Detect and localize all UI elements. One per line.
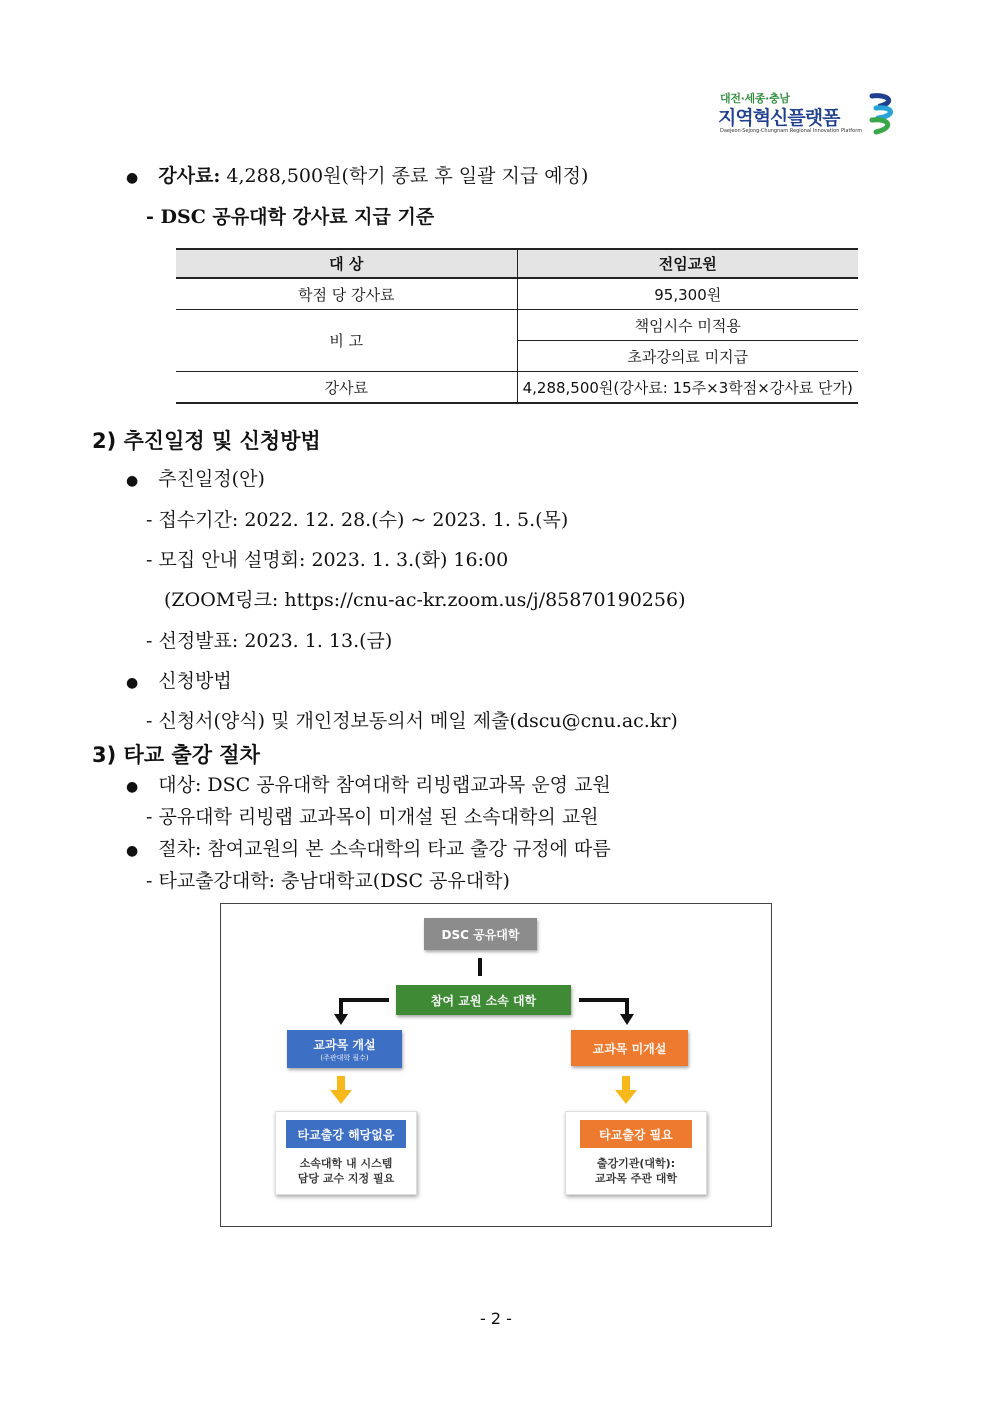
- apply-bullet: [126, 669, 232, 695]
- bullet-icon: ●: [126, 779, 139, 795]
- apply-line: - 신청서(양식) 및 개인정보동의서 메일 제출(dscu@cnu.ac.kr): [146, 710, 678, 732]
- card-title: 타교출강 필요: [599, 1127, 673, 1142]
- no-external-lecture-card: [275, 1111, 417, 1195]
- fee-text: 4,288,500원(학기 종료 후 일괄 지급 예정): [226, 165, 589, 187]
- procedure-flow-diagram: [220, 903, 772, 1227]
- procedure-bullet-text: 절차: 참여교원의 본 소속대학의 타교 출강 규정에 따름: [158, 838, 611, 860]
- target-bullet: [126, 773, 611, 799]
- schedule-line: - 선정발표: 2023. 1. 13.(금): [146, 630, 393, 652]
- page-number: - 2 -: [480, 1309, 512, 1328]
- box-label: 교과목 미개설: [592, 1041, 667, 1056]
- procedure-line: - 타교출강대학: 충남대학교(DSC 공유대학): [146, 870, 510, 892]
- section3-heading: 3) 타교 출강 절차: [92, 743, 260, 767]
- external-lecture-card: [565, 1111, 707, 1195]
- table-header-row: [176, 249, 858, 278]
- schedule-bullet-text: 추진일정(안): [158, 468, 265, 490]
- dsc-university-box: [424, 918, 537, 950]
- table-cell: 4,288,500원(강사료: 15주×3학점×강사료 단가): [517, 372, 858, 404]
- logo-mark-icon: [866, 92, 900, 136]
- box-label: 교과목 개설: [313, 1037, 376, 1052]
- target-line: - 공유대학 리빙랩 교과목이 미개설 된 소속대학의 교원: [146, 806, 599, 828]
- participating-university-box: [396, 985, 571, 1015]
- table-header-cell: 대 상: [176, 249, 517, 278]
- box-sublabel: (주관대학 필수): [320, 1053, 369, 1062]
- card-line: 담당 교수 지정 필요: [297, 1172, 395, 1185]
- fee-sub-heading: - DSC 공유대학 강사료 지급 기준: [146, 206, 435, 228]
- card-title-box: [286, 1120, 406, 1148]
- logo-region: 대전·세종·충남: [720, 92, 790, 105]
- card-title-box: [580, 1120, 692, 1148]
- bullet-icon: ●: [126, 473, 139, 489]
- table-cell: 책임시수 미적용: [517, 310, 858, 341]
- target-bullet-text: 대상: DSC 공유대학 참여대학 리빙랩교과목 운영 교원: [158, 774, 611, 796]
- fee-label: 강사료:: [158, 165, 221, 187]
- card-line: 출강기관(대학):: [596, 1157, 676, 1170]
- logo-name: 지역혁신플랫폼: [718, 107, 840, 129]
- table-header-cell: 전임교원: [517, 249, 858, 278]
- table-cell: 초과강의료 미지급: [517, 341, 858, 372]
- schedule-line: - 접수기간: 2022. 12. 28.(수) ~ 2023. 1. 5.(목): [146, 509, 569, 531]
- zoom-link[interactable]: (ZOOM링크: https://cnu-ac-kr.zoom.us/j/85870190256): [164, 589, 686, 611]
- course-not-opened-box: [571, 1030, 688, 1066]
- table-row: [176, 310, 858, 341]
- card-title: 타교출강 해당없음: [297, 1127, 395, 1142]
- course-opened-box: [287, 1030, 402, 1068]
- table-cell: 학점 당 강사료: [176, 278, 517, 310]
- schedule-bullet: [126, 467, 265, 493]
- procedure-bullet: [126, 837, 611, 863]
- bullet-icon: ●: [126, 843, 139, 859]
- table-row: [176, 372, 858, 404]
- card-line: 교과목 주관 대학: [594, 1172, 678, 1185]
- bullet-icon: ●: [126, 675, 139, 691]
- apply-bullet-text: 신청방법: [158, 670, 232, 692]
- box-label: DSC 공유대학: [441, 927, 520, 942]
- table-cell: 95,300원: [517, 278, 858, 310]
- logo-subtitle: Daejeon·Sejong·Chungnam Regional Innovation Platform: [720, 128, 863, 134]
- fee-table: [176, 248, 858, 404]
- platform-logo: [716, 90, 906, 140]
- table-cell: 비 고: [176, 310, 517, 372]
- table-cell: 강사료: [176, 372, 517, 404]
- section2-heading: 2) 추진일정 및 신청방법: [92, 429, 321, 453]
- box-label: 참여 교원 소속 대학: [430, 993, 537, 1008]
- bullet-icon: ●: [126, 170, 139, 186]
- fee-bullet: [126, 164, 588, 190]
- card-line: 소속대학 내 시스템: [299, 1157, 393, 1170]
- schedule-line: - 모집 안내 설명회: 2023. 1. 3.(화) 16:00: [146, 549, 509, 571]
- table-row: [176, 278, 858, 310]
